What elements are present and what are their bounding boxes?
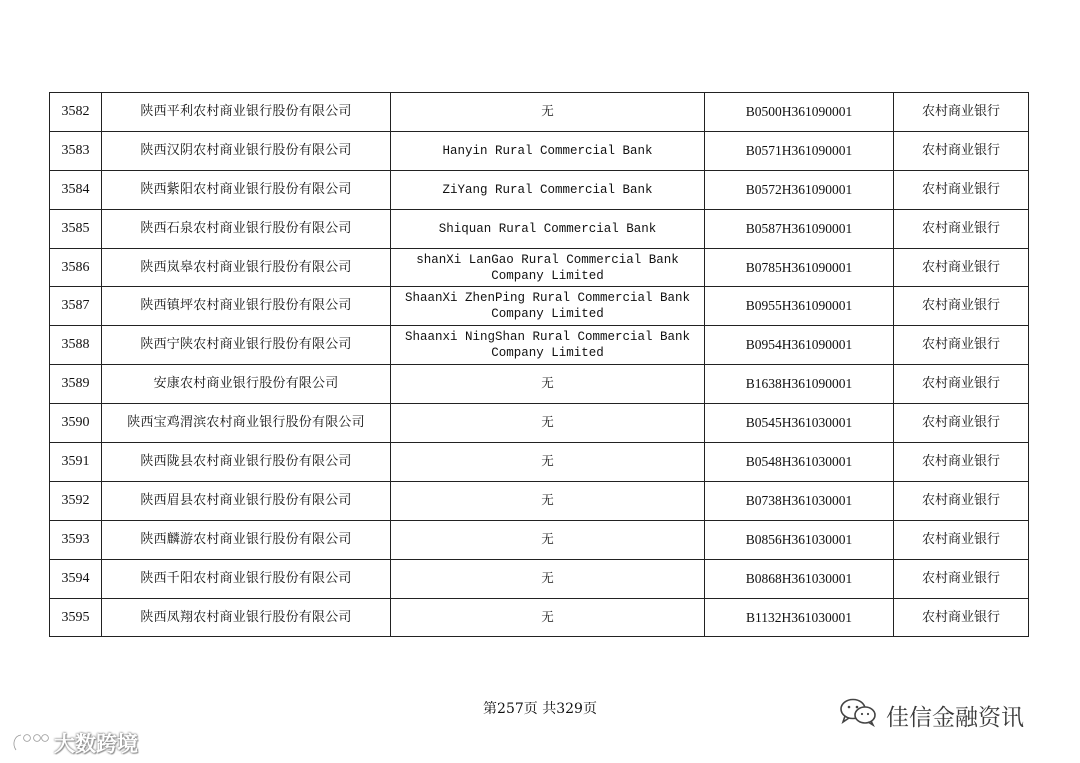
bank-name-en: 无 xyxy=(391,443,705,482)
institution-type: 农村商业银行 xyxy=(894,443,1029,482)
bank-name-cn: 陕西眉县农村商业银行股份有限公司 xyxy=(102,481,391,520)
institution-code: B0954H361090001 xyxy=(705,326,894,365)
institution-code: B0500H361090001 xyxy=(705,93,894,132)
institution-type: 农村商业银行 xyxy=(894,248,1029,287)
bank-name-en: 无 xyxy=(391,559,705,598)
bank-name-cn: 陕西镇坪农村商业银行股份有限公司 xyxy=(102,287,391,326)
table-row xyxy=(50,131,1029,170)
brand-logo-icon xyxy=(10,730,50,756)
wechat-icon xyxy=(838,697,878,733)
bank-name-cn: 陕西陇县农村商业银行股份有限公司 xyxy=(102,443,391,482)
institution-type: 农村商业银行 xyxy=(894,598,1029,637)
bank-name-cn: 陕西宁陕农村商业银行股份有限公司 xyxy=(102,326,391,365)
table-row xyxy=(50,520,1029,559)
institution-type: 农村商业银行 xyxy=(894,481,1029,520)
institution-type: 农村商业银行 xyxy=(894,170,1029,209)
table-row xyxy=(50,443,1029,482)
table-row xyxy=(50,481,1029,520)
bank-name-cn: 陕西石泉农村商业银行股份有限公司 xyxy=(102,209,391,248)
row-number: 3594 xyxy=(50,559,102,598)
row-number: 3592 xyxy=(50,481,102,520)
bank-name-en: ShaanXi ZhenPing Rural Commercial Bank Company Limited xyxy=(391,287,705,326)
table-row xyxy=(50,404,1029,443)
institution-code: B1638H361090001 xyxy=(705,365,894,404)
bank-name-cn: 陕西宝鸡渭滨农村商业银行股份有限公司 xyxy=(102,404,391,443)
table-row xyxy=(50,598,1029,637)
bank-name-en: Hanyin Rural Commercial Bank xyxy=(391,131,705,170)
institution-type: 农村商业银行 xyxy=(894,287,1029,326)
page-number: 第257页 共329页 xyxy=(483,701,597,717)
row-number: 3595 xyxy=(50,598,102,637)
institution-type: 农村商业银行 xyxy=(894,520,1029,559)
row-number: 3590 xyxy=(50,404,102,443)
bank-name-en: 无 xyxy=(391,520,705,559)
table-body xyxy=(50,93,1029,637)
institution-code: B0587H361090001 xyxy=(705,209,894,248)
bank-name-en: 无 xyxy=(391,404,705,443)
table-row xyxy=(50,326,1029,365)
bank-name-cn: 陕西岚皋农村商业银行股份有限公司 xyxy=(102,248,391,287)
institution-code: B0545H361030001 xyxy=(705,404,894,443)
institution-type: 农村商业银行 xyxy=(894,131,1029,170)
row-number: 3593 xyxy=(50,520,102,559)
institution-type: 农村商业银行 xyxy=(894,365,1029,404)
row-number: 3587 xyxy=(50,287,102,326)
institution-type: 农村商业银行 xyxy=(894,559,1029,598)
watermark-left-text: 大数跨境 xyxy=(54,732,138,756)
institution-code: B0868H361030001 xyxy=(705,559,894,598)
bank-name-en: shanXi LanGao Rural Commercial Bank Company Limited xyxy=(391,248,705,287)
institution-code: B0955H361090001 xyxy=(705,287,894,326)
row-number: 3583 xyxy=(50,131,102,170)
institution-type: 农村商业银行 xyxy=(894,326,1029,365)
row-number: 3591 xyxy=(50,443,102,482)
bank-name-cn: 陕西平利农村商业银行股份有限公司 xyxy=(102,93,391,132)
bank-name-cn: 陕西麟游农村商业银行股份有限公司 xyxy=(102,520,391,559)
institution-code: B1132H361030001 xyxy=(705,598,894,637)
institution-code: B0548H361030001 xyxy=(705,443,894,482)
institution-type: 农村商业银行 xyxy=(894,93,1029,132)
institution-code: B0856H361030001 xyxy=(705,520,894,559)
table-row xyxy=(50,248,1029,287)
institution-type: 农村商业银行 xyxy=(894,404,1029,443)
row-number: 3584 xyxy=(50,170,102,209)
table-row xyxy=(50,559,1029,598)
institution-code: B0571H361090001 xyxy=(705,131,894,170)
institution-code: B0785H361090001 xyxy=(705,248,894,287)
table-row xyxy=(50,209,1029,248)
row-number: 3582 xyxy=(50,93,102,132)
watermark-right-text: 佳信金融资讯 xyxy=(886,704,1024,731)
table-row xyxy=(50,365,1029,404)
bank-name-cn: 安康农村商业银行股份有限公司 xyxy=(102,365,391,404)
institution-code: B0572H361090001 xyxy=(705,170,894,209)
institution-code: B0738H361030001 xyxy=(705,481,894,520)
bank-name-en: 无 xyxy=(391,481,705,520)
bank-name-cn: 陕西凤翔农村商业银行股份有限公司 xyxy=(102,598,391,637)
bank-name-en: 无 xyxy=(391,93,705,132)
bank-name-cn: 陕西紫阳农村商业银行股份有限公司 xyxy=(102,170,391,209)
row-number: 3589 xyxy=(50,365,102,404)
bank-name-en: Shaanxi NingShan Rural Commercial Bank Company Limited xyxy=(391,326,705,365)
row-number: 3588 xyxy=(50,326,102,365)
bank-name-cn: 陕西千阳农村商业银行股份有限公司 xyxy=(102,559,391,598)
bank-name-en: 无 xyxy=(391,365,705,404)
bank-name-en: ZiYang Rural Commercial Bank xyxy=(391,170,705,209)
bank-name-cn: 陕西汉阴农村商业银行股份有限公司 xyxy=(102,131,391,170)
institution-type: 农村商业银行 xyxy=(894,209,1029,248)
table-row xyxy=(50,287,1029,326)
watermark-left xyxy=(10,728,138,758)
table-row xyxy=(50,170,1029,209)
watermark-right xyxy=(838,697,1024,733)
row-number: 3585 xyxy=(50,209,102,248)
bank-list-table xyxy=(49,92,1029,637)
row-number: 3586 xyxy=(50,248,102,287)
table-row xyxy=(50,93,1029,132)
bank-name-en: Shiquan Rural Commercial Bank xyxy=(391,209,705,248)
bank-name-en: 无 xyxy=(391,598,705,637)
